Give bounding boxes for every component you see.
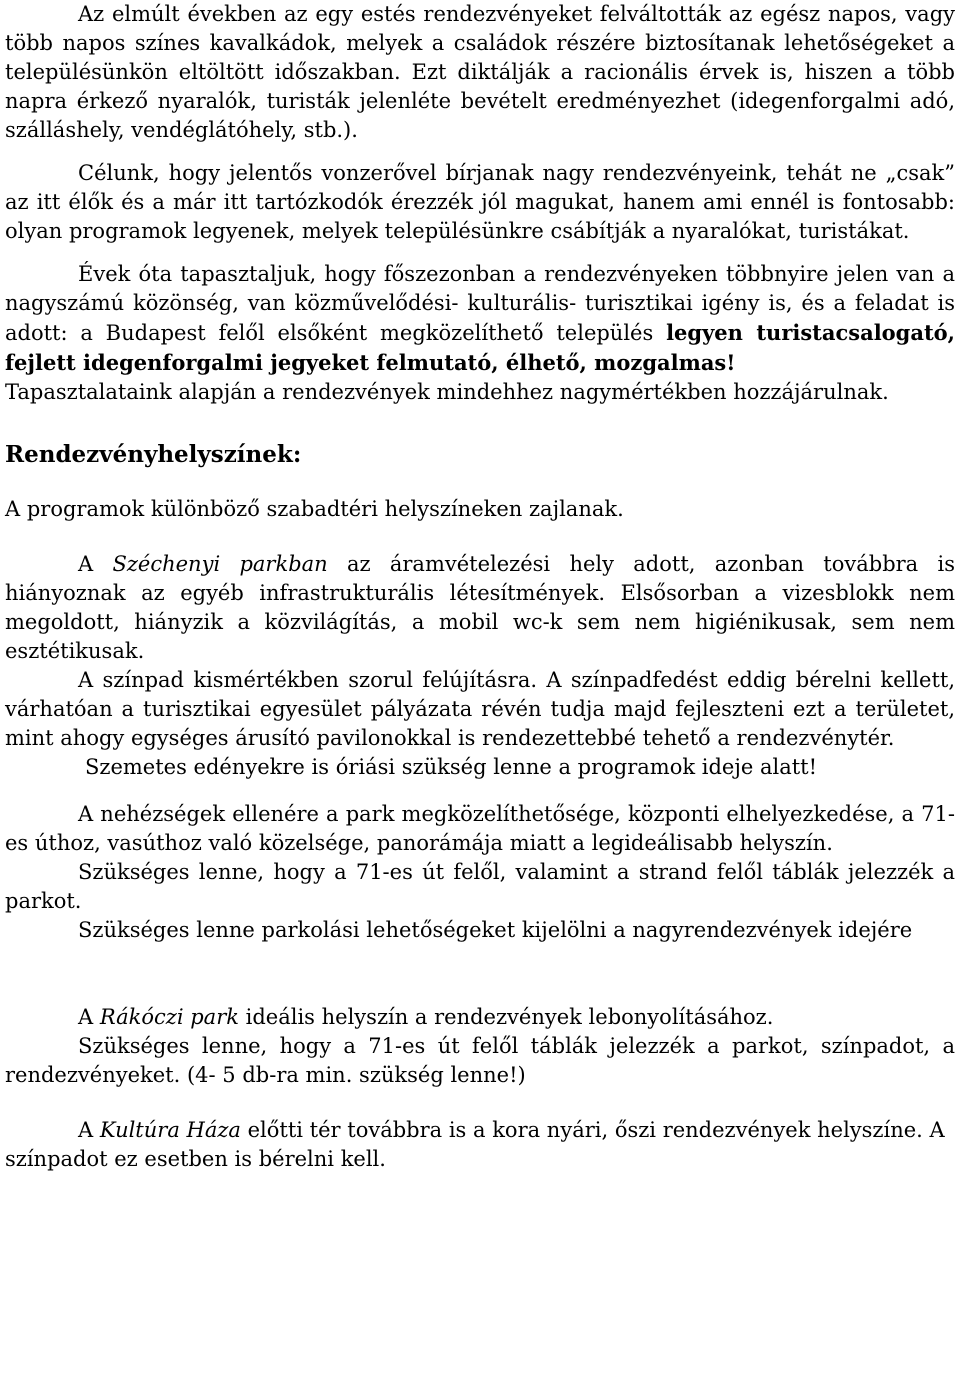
venue-name-kultura-haza: Kultúra Háza xyxy=(99,1118,241,1142)
paragraph-experience xyxy=(5,260,955,378)
venue-name-rakoczi: Rákóczi park xyxy=(99,1005,239,1029)
text-fragment: előtti tér továbbra is a kora nyári, őszi rendezvények helyszíne. A színpadot ez esetben is bérelni kell. xyxy=(5,1118,945,1171)
text-fragment: A xyxy=(78,552,113,576)
paragraph-signs: Szükséges lenne, hogy a 71-es út felől, valamint a strand felől táblák jelezzék a parkot. xyxy=(5,860,955,913)
paragraph-events-change: Az elmúlt években az egy estés rendezvényeket felváltották az egész napos, vagy több napos színes kavalkádok, melyek a családok részére biztosítanak lehetőségeket a településünkön eltöltött időszakban. Ezt diktálják a racionális érvek is, hiszen a több napra érkező nyaralók, turisták jelenléte bevételt eredményezhet (idegenforgalmi adó, szálláshely, vendéglátóhely, stb.). xyxy=(5,2,955,142)
paragraph-rakoczi-park xyxy=(5,1003,955,1032)
paragraph-contribution: Tapasztalataink alapján a rendezvények mindehhez nagymértékben hozzájárulnak. xyxy=(5,380,889,404)
paragraph-kultura-haza xyxy=(5,1116,955,1174)
text-fragment: A xyxy=(78,1005,100,1029)
document-page xyxy=(5,0,955,1174)
paragraph-stage: A színpad kismértékben szorul felújításra. A színpadfedést eddig bérelni kellett, várhatóan a turisztikai egyesület pályázata révén tudja majd fejleszteni ezt a területet, mint ahogy egységes árusító pavilonokkal is rendezettebbé tehető a rendezvénytér. xyxy=(5,668,955,750)
text-fragment: az áramvételezési hely adott, azonban továbbra is hiányoznak az egyéb infrastrukturális létesítmények. Elsősorban a vizesblokk nem megoldott, hiányzik a közvilágítás, a mobil wc-k sem nem higiénikusak, sem nem esztétikusak. xyxy=(5,552,955,663)
experience-emphasis: legyen turistacsalogató, fejlett idegenforgalmi jegyeket felmutató, élhető, mozgalmas! xyxy=(5,320,955,375)
paragraph-szechenyi-park xyxy=(5,550,955,666)
venue-name-szechenyi: Széchenyi parkban xyxy=(112,552,328,576)
paragraph-park-location: A nehézségek ellenére a park megközelíthetősége, központi elhelyezkedése, a 71-es úthoz, vasúthoz való közelsége, panorámája miatt a legideálisabb helyszín. xyxy=(5,802,955,855)
experience-text: Évek óta tapasztaljuk, hogy főszezonban a rendezvényeken többnyire jelen van a nagyszámú közönség, van közművelődési- kulturális- turisztikai igény is, és a feladat is adott: a Budapest felől elsőként megközelíthető település xyxy=(5,262,955,345)
text-fragment: ideális helyszín a rendezvények lebonyolításához. xyxy=(238,1005,774,1029)
text-fragment: A xyxy=(78,1118,100,1142)
paragraph-rakoczi-signs: Szükséges lenne, hogy a 71-es út felől táblák jelezzék a parkot, színpadot, a rendezvényeket. (4- 5 db-ra min. szükség lenne!) xyxy=(5,1034,955,1087)
paragraph-venues-intro: A programok különböző szabadtéri helyszíneken zajlanak. xyxy=(5,497,624,521)
paragraph-goal: Célunk, hogy jelentős vonzerővel bírjanak nagy rendezvényeink, tehát ne „csak” az itt élők és a már itt tartózkodók érezzék jól magukat, hanem ami ennél is fontosabb: olyan programok legyenek, melyek településünkre csábítják a nyaralókat, turistákat. xyxy=(5,161,955,243)
paragraph-parking: Szükséges lenne parkolási lehetőségeket kijelölni a nagyrendezvények idejére xyxy=(78,918,913,942)
paragraph-bins: Szemetes edényekre is óriási szükség lenne a programok ideje alatt! xyxy=(85,755,818,779)
section-heading: Rendezvényhelyszínek: xyxy=(5,441,302,468)
